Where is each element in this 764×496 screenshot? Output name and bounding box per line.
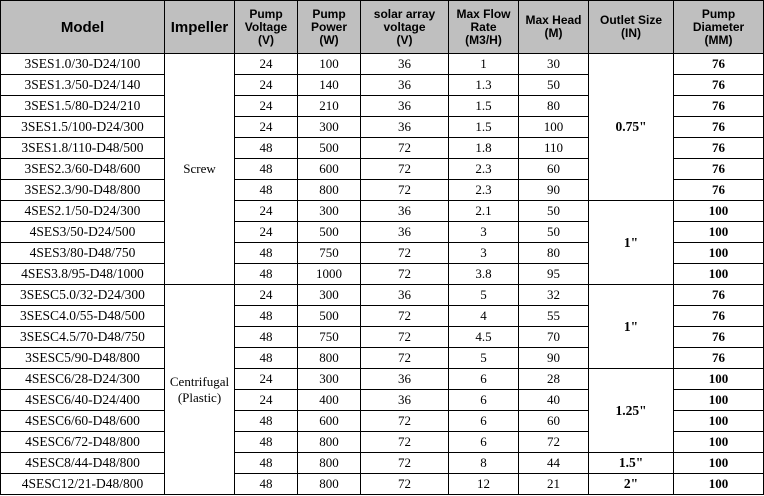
header-pump-power-line-2: Power <box>310 19 347 34</box>
cell-max-flow: 3 <box>449 222 519 243</box>
cell-solar-voltage: 36 <box>361 54 449 75</box>
cell-pump-power: 500 <box>298 138 361 159</box>
cell-pump-power: 800 <box>298 474 361 495</box>
cell-pump-power: 100 <box>298 54 361 75</box>
cell-model: 3SESC4.5/70-D48/750 <box>1 327 165 348</box>
cell-outlet-size: 1" <box>589 201 674 285</box>
cell-solar-voltage: 36 <box>361 201 449 222</box>
cell-pump-voltage: 48 <box>235 453 298 474</box>
header-solar-voltage-line-1: solar array <box>373 6 436 21</box>
cell-max-head: 32 <box>519 285 589 306</box>
cell-pump-power: 500 <box>298 222 361 243</box>
cell-pump-power: 800 <box>298 348 361 369</box>
cell-max-head: 90 <box>519 180 589 201</box>
cell-max-flow: 3 <box>449 243 519 264</box>
cell-pump-power: 300 <box>298 201 361 222</box>
cell-solar-voltage: 72 <box>361 432 449 453</box>
cell-solar-voltage: 36 <box>361 96 449 117</box>
cell-solar-voltage: 72 <box>361 453 449 474</box>
cell-solar-voltage: 72 <box>361 306 449 327</box>
cell-model: 3SESC5/90-D48/800 <box>1 348 165 369</box>
cell-pump-power: 1000 <box>298 264 361 285</box>
table-body <box>1 54 764 495</box>
header-max-head-line-1: Max Head <box>525 13 582 27</box>
cell-pump-diameter: 100 <box>674 390 764 411</box>
cell-model: 3SES1.3/50-D24/140 <box>1 75 165 96</box>
cell-max-head: 80 <box>519 96 589 117</box>
header-outlet-size-line-1: Outlet Size <box>599 13 662 27</box>
cell-model: 4SESC6/72-D48/800 <box>1 432 165 453</box>
cell-max-head: 44 <box>519 453 589 474</box>
cell-pump-diameter: 100 <box>674 243 764 264</box>
cell-pump-diameter: 100 <box>674 474 764 495</box>
cell-pump-diameter: 76 <box>674 306 764 327</box>
table-row <box>1 474 764 495</box>
cell-pump-diameter: 76 <box>674 75 764 96</box>
cell-pump-voltage: 24 <box>235 96 298 117</box>
cell-max-head: 21 <box>519 474 589 495</box>
header-outlet-size-line-2: (IN) <box>621 26 641 40</box>
header-solar-voltage-line-3: (V) <box>396 32 413 47</box>
cell-impeller <box>165 54 235 285</box>
cell-max-flow: 2.3 <box>449 159 519 180</box>
cell-model: 4SES3.8/95-D48/1000 <box>1 264 165 285</box>
impeller-label-line: Screw <box>183 161 216 176</box>
cell-solar-voltage: 36 <box>361 390 449 411</box>
header-pump-diameter-line-3: (MM) <box>704 32 733 47</box>
cell-pump-power: 600 <box>298 411 361 432</box>
cell-max-flow: 1.3 <box>449 75 519 96</box>
cell-model: 4SESC6/60-D48/600 <box>1 411 165 432</box>
impeller-label-line: (Plastic) <box>177 389 222 405</box>
cell-pump-diameter: 100 <box>674 264 764 285</box>
cell-max-head: 100 <box>519 117 589 138</box>
cell-pump-voltage: 48 <box>235 474 298 495</box>
cell-solar-voltage: 36 <box>361 369 449 390</box>
cell-model: 3SES2.3/60-D48/600 <box>1 159 165 180</box>
cell-pump-power: 210 <box>298 96 361 117</box>
cell-max-head: 110 <box>519 138 589 159</box>
cell-pump-diameter: 76 <box>674 96 764 117</box>
header-pump-voltage-line-1: Pump <box>249 6 283 21</box>
cell-max-flow: 6 <box>449 432 519 453</box>
cell-outlet-size: 0.75" <box>589 54 674 201</box>
cell-model: 3SES1.5/100-D24/300 <box>1 117 165 138</box>
cell-model: 4SESC6/40-D24/400 <box>1 390 165 411</box>
cell-pump-power: 600 <box>298 159 361 180</box>
cell-solar-voltage: 36 <box>361 222 449 243</box>
header-max-flow <box>449 1 519 54</box>
cell-impeller <box>165 285 235 495</box>
table-row <box>1 285 764 306</box>
cell-max-head: 55 <box>519 306 589 327</box>
cell-pump-diameter: 76 <box>674 348 764 369</box>
cell-pump-power: 300 <box>298 369 361 390</box>
cell-pump-voltage: 48 <box>235 348 298 369</box>
cell-pump-voltage: 24 <box>235 54 298 75</box>
header-max-head-line-2: (M) <box>544 26 563 40</box>
cell-pump-voltage: 24 <box>235 75 298 96</box>
header-max-flow-line-1: Max Flow <box>456 6 511 21</box>
cell-max-head: 72 <box>519 432 589 453</box>
cell-pump-voltage: 24 <box>235 369 298 390</box>
cell-model: 3SES1.0/30-D24/100 <box>1 54 165 75</box>
cell-max-flow: 1 <box>449 54 519 75</box>
cell-pump-power: 800 <box>298 432 361 453</box>
cell-max-head: 70 <box>519 327 589 348</box>
cell-solar-voltage: 72 <box>361 411 449 432</box>
cell-pump-voltage: 24 <box>235 390 298 411</box>
cell-pump-diameter: 100 <box>674 201 764 222</box>
cell-pump-power: 750 <box>298 327 361 348</box>
header-solar-voltage-line-2: voltage <box>383 19 426 34</box>
cell-solar-voltage: 72 <box>361 264 449 285</box>
cell-max-flow: 6 <box>449 390 519 411</box>
header-pump-diameter-line-1: Pump <box>701 6 736 21</box>
cell-max-flow: 5 <box>449 348 519 369</box>
cell-solar-voltage: 72 <box>361 180 449 201</box>
cell-pump-power: 300 <box>298 285 361 306</box>
cell-outlet-size: 1.25" <box>589 369 674 453</box>
cell-pump-voltage: 24 <box>235 285 298 306</box>
cell-pump-power: 800 <box>298 180 361 201</box>
cell-max-flow: 2.3 <box>449 180 519 201</box>
cell-pump-diameter: 76 <box>674 285 764 306</box>
cell-outlet-size: 1" <box>589 285 674 369</box>
cell-max-flow: 2.1 <box>449 201 519 222</box>
cell-pump-power: 800 <box>298 453 361 474</box>
header-pump-diameter <box>674 1 764 54</box>
cell-model: 4SES3/50-D24/500 <box>1 222 165 243</box>
cell-solar-voltage: 72 <box>361 159 449 180</box>
cell-solar-voltage: 72 <box>361 327 449 348</box>
header-pump-voltage <box>235 1 298 54</box>
impeller-label-line: Centrifugal <box>169 373 230 389</box>
header-pump-power <box>298 1 361 54</box>
cell-pump-voltage: 48 <box>235 411 298 432</box>
cell-pump-voltage: 24 <box>235 201 298 222</box>
cell-pump-diameter: 76 <box>674 138 764 159</box>
cell-max-head: 95 <box>519 264 589 285</box>
cell-pump-diameter: 100 <box>674 411 764 432</box>
cell-max-flow: 12 <box>449 474 519 495</box>
cell-max-flow: 5 <box>449 285 519 306</box>
cell-pump-diameter: 100 <box>674 432 764 453</box>
cell-max-flow: 4.5 <box>449 327 519 348</box>
cell-model: 4SES3/80-D48/750 <box>1 243 165 264</box>
cell-solar-voltage: 36 <box>361 75 449 96</box>
cell-max-flow: 6 <box>449 369 519 390</box>
cell-pump-voltage: 48 <box>235 327 298 348</box>
cell-pump-diameter: 76 <box>674 180 764 201</box>
header-pump-power-line-3: (W) <box>319 32 339 47</box>
cell-max-head: 28 <box>519 369 589 390</box>
cell-pump-voltage: 48 <box>235 159 298 180</box>
cell-solar-voltage: 36 <box>361 285 449 306</box>
cell-pump-voltage: 48 <box>235 243 298 264</box>
header-pump-power-line-1: Pump <box>312 6 346 21</box>
cell-pump-diameter: 76 <box>674 54 764 75</box>
cell-solar-voltage: 72 <box>361 138 449 159</box>
cell-max-head: 40 <box>519 390 589 411</box>
cell-model: 3SESC4.0/55-D48/500 <box>1 306 165 327</box>
cell-solar-voltage: 72 <box>361 243 449 264</box>
cell-max-head: 50 <box>519 222 589 243</box>
cell-model: 4SES2.1/50-D24/300 <box>1 201 165 222</box>
cell-max-head: 50 <box>519 201 589 222</box>
header-row <box>1 1 764 54</box>
table-row <box>1 453 764 474</box>
cell-pump-power: 400 <box>298 390 361 411</box>
cell-solar-voltage: 72 <box>361 474 449 495</box>
cell-model: 4SESC6/28-D24/300 <box>1 369 165 390</box>
cell-solar-voltage: 72 <box>361 348 449 369</box>
header-max-flow-line-3: (M3/H) <box>465 32 502 47</box>
header-pump-diameter-line-2: Diameter <box>692 19 745 34</box>
cell-max-head: 60 <box>519 411 589 432</box>
cell-max-flow: 1.5 <box>449 117 519 138</box>
cell-max-flow: 6 <box>449 411 519 432</box>
cell-model: 4SESC8/44-D48/800 <box>1 453 165 474</box>
cell-pump-power: 140 <box>298 75 361 96</box>
header-model: Model <box>1 1 165 54</box>
cell-pump-diameter: 76 <box>674 117 764 138</box>
cell-model: 3SES1.5/80-D24/210 <box>1 96 165 117</box>
cell-pump-power: 300 <box>298 117 361 138</box>
cell-model: 3SESC5.0/32-D24/300 <box>1 285 165 306</box>
cell-pump-diameter: 100 <box>674 222 764 243</box>
cell-pump-voltage: 24 <box>235 222 298 243</box>
header-pump-voltage-line-3: (V) <box>258 32 274 47</box>
cell-max-head: 30 <box>519 54 589 75</box>
cell-pump-power: 750 <box>298 243 361 264</box>
cell-outlet-size: 2" <box>589 474 674 495</box>
table-row <box>1 201 764 222</box>
cell-max-flow: 1.8 <box>449 138 519 159</box>
header-impeller: Impeller <box>165 1 235 54</box>
cell-pump-diameter: 76 <box>674 159 764 180</box>
header-max-flow-line-2: Rate <box>470 19 497 34</box>
table-row <box>1 369 764 390</box>
cell-model: 3SES1.8/110-D48/500 <box>1 138 165 159</box>
cell-outlet-size: 1.5" <box>589 453 674 474</box>
cell-pump-voltage: 24 <box>235 117 298 138</box>
cell-pump-voltage: 48 <box>235 264 298 285</box>
header-solar-voltage <box>361 1 449 54</box>
header-outlet-size <box>589 1 674 54</box>
cell-pump-power: 500 <box>298 306 361 327</box>
cell-max-head: 50 <box>519 75 589 96</box>
cell-solar-voltage: 36 <box>361 117 449 138</box>
cell-pump-diameter: 76 <box>674 327 764 348</box>
table-row <box>1 54 764 75</box>
cell-max-head: 80 <box>519 243 589 264</box>
cell-pump-voltage: 48 <box>235 432 298 453</box>
cell-pump-diameter: 100 <box>674 369 764 390</box>
cell-pump-diameter: 100 <box>674 453 764 474</box>
cell-model: 3SES2.3/90-D48/800 <box>1 180 165 201</box>
cell-max-head: 90 <box>519 348 589 369</box>
cell-max-head: 60 <box>519 159 589 180</box>
cell-max-flow: 4 <box>449 306 519 327</box>
cell-pump-voltage: 48 <box>235 138 298 159</box>
cell-max-flow: 8 <box>449 453 519 474</box>
cell-model: 4SESC12/21-D48/800 <box>1 474 165 495</box>
header-pump-voltage-line-2: Voltage <box>244 19 288 34</box>
cell-max-flow: 1.5 <box>449 96 519 117</box>
cell-pump-voltage: 48 <box>235 306 298 327</box>
cell-max-flow: 3.8 <box>449 264 519 285</box>
cell-pump-voltage: 48 <box>235 180 298 201</box>
header-max-head <box>519 1 589 54</box>
